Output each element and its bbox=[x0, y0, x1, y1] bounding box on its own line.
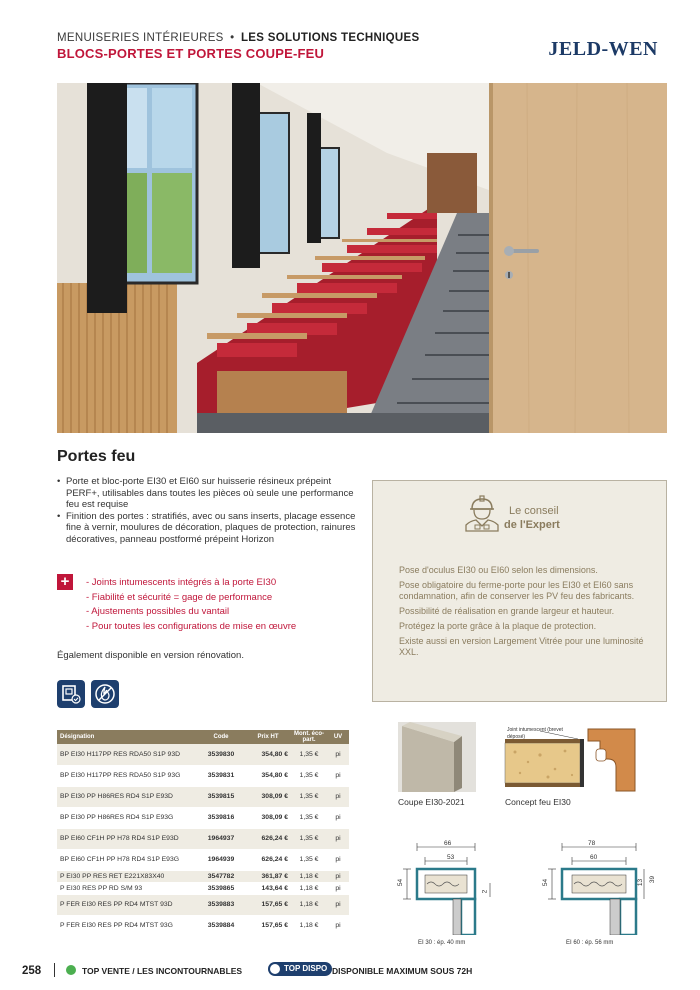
ei30-dim-mid: 53 bbox=[447, 854, 455, 861]
footer-divider bbox=[54, 963, 55, 977]
ei30-section-drawing bbox=[395, 835, 505, 935]
table-row bbox=[57, 915, 349, 936]
cell-designation: BP EI60 CF1H PP H78 RD4 S1P E93D bbox=[57, 828, 197, 849]
expert-paragraph: Pose obligatoire du ferme-porte pour les EI30 et EI60 sans condamnation, afin de conserver les PV feu des fabricants. bbox=[399, 580, 635, 601]
cell-price: 626,24 € bbox=[245, 828, 291, 849]
ei60-dim-top: 78 bbox=[588, 840, 596, 847]
ei60-dim-mid: 60 bbox=[590, 854, 598, 861]
header-section: LES SOLUTIONS TECHNIQUES bbox=[240, 32, 420, 44]
cell-uv: pi bbox=[327, 765, 349, 786]
expert-advice-box bbox=[372, 480, 667, 702]
cell-uv: pi bbox=[327, 744, 349, 765]
advantage-item: - Joints intumescents intégrés à la porte EI30 bbox=[86, 577, 277, 588]
coupe-ei30-diagram bbox=[398, 722, 476, 792]
table-row bbox=[57, 849, 349, 870]
cell-eco: 1,18 € bbox=[291, 882, 327, 894]
cell-code: 3539831 bbox=[197, 765, 245, 786]
ei60-caption: EI 60 : ép. 56 mm bbox=[566, 940, 614, 946]
product-photo bbox=[57, 83, 667, 433]
cell-eco: 1,18 € bbox=[291, 915, 327, 936]
cell-designation: BP EI30 PP H86RES RD4 S1P E93D bbox=[57, 786, 197, 807]
cell-price: 157,65 € bbox=[245, 894, 291, 915]
cell-eco: 1,35 € bbox=[291, 744, 327, 765]
cell-code: 3539816 bbox=[197, 807, 245, 828]
cell-price: 354,80 € bbox=[245, 744, 291, 765]
dispo-label: DISPONIBLE MAXIMUM SOUS 72H bbox=[332, 966, 473, 976]
ei60-dim-right2: 39 bbox=[649, 875, 657, 884]
ei30-dim-side: 54 bbox=[397, 878, 405, 887]
joint-label: Joint intumescent (brevet déposé) bbox=[507, 727, 563, 740]
expert-title-line2: de l'Expert bbox=[504, 519, 560, 531]
diagram-caption-coupe: Coupe EI30-2021 bbox=[398, 797, 465, 807]
col-code: Code bbox=[197, 730, 245, 744]
cell-code: 1964937 bbox=[197, 828, 245, 849]
col-eco: Mont. éco-part. bbox=[291, 730, 327, 744]
expert-worker-icon bbox=[462, 493, 502, 533]
cell-code: 1964939 bbox=[197, 849, 245, 870]
cell-code: 3539830 bbox=[197, 744, 245, 765]
cell-eco: 1,35 € bbox=[291, 828, 327, 849]
cell-uv: pi bbox=[327, 915, 349, 936]
cell-uv: pi bbox=[327, 870, 349, 882]
diagram-caption-concept: Concept feu EI30 bbox=[505, 797, 571, 807]
header-category: MENUISERIES INTÉRIEURES bbox=[57, 32, 224, 44]
col-uv: UV bbox=[327, 730, 349, 744]
expert-paragraph: Pose d'oculus EI30 ou EI60 selon les dimensions. bbox=[399, 565, 598, 575]
table-row bbox=[57, 828, 349, 849]
cell-designation: P EI30 RES PP RD S/M 93 bbox=[57, 882, 197, 894]
ei60-dim-side: 54 bbox=[542, 878, 550, 887]
page-number: 258 bbox=[22, 965, 42, 977]
cell-uv: pi bbox=[327, 786, 349, 807]
advantage-item: - Ajustements possibles du vantail bbox=[86, 606, 230, 618]
expert-title-line1: Le conseil bbox=[509, 505, 559, 517]
cell-designation: P FER EI30 RES PP RD4 MTST 93D bbox=[57, 894, 197, 915]
cell-eco: 1,18 € bbox=[291, 870, 327, 882]
cell-designation: BP EI30 H117PP RES RDA50 S1P 93G bbox=[57, 765, 197, 786]
cell-price: 308,09 € bbox=[245, 807, 291, 828]
cell-price: 157,65 € bbox=[245, 915, 291, 936]
cell-uv: pi bbox=[327, 882, 349, 894]
table-row bbox=[57, 870, 349, 882]
top-dispo-badge: TOP DISPO bbox=[268, 962, 332, 976]
brand-logo: JELD-WEN bbox=[548, 38, 658, 60]
door-frame-icon bbox=[57, 680, 85, 708]
cell-code: 3539815 bbox=[197, 786, 245, 807]
top-vente-label: TOP VENTE / LES INCONTOURNABLES bbox=[82, 966, 243, 976]
page-title: BLOCS-PORTES ET PORTES COUPE-FEU bbox=[57, 46, 325, 61]
top-vente-dot-icon bbox=[66, 965, 76, 975]
table-header-row bbox=[57, 730, 349, 744]
feature-item: • Finition des portes : stratifiés, avec ou sans inserts, placage essence fine à vernir, moulures de décoration, plaques de protection, rainures décoratives, panneau postformé prépeint Horizon bbox=[57, 511, 357, 546]
cell-eco: 1,35 € bbox=[291, 807, 327, 828]
cell-eco: 1,35 € bbox=[291, 786, 327, 807]
advantage-item: - Fiabilité et sécurité = gage de performance bbox=[86, 591, 273, 603]
product-table bbox=[57, 730, 349, 937]
cell-eco: 1,35 € bbox=[291, 849, 327, 870]
expert-paragraph: Existe aussi en version Largement Vitrée pour une luminosité XXL. bbox=[399, 636, 644, 657]
table-row bbox=[57, 807, 349, 828]
cell-designation: BP EI60 CF1H PP H78 RD4 S1P E93G bbox=[57, 849, 197, 870]
cell-code: 3539865 bbox=[197, 882, 245, 894]
expert-paragraph: Possibilité de réalisation en grande largeur et hauteur. bbox=[399, 606, 615, 616]
header-category-line bbox=[57, 32, 419, 44]
cell-designation: BP EI30 PP H86RES RD4 S1P E93G bbox=[57, 807, 197, 828]
cell-code: 3547782 bbox=[197, 870, 245, 882]
table-row bbox=[57, 894, 349, 915]
cell-eco: 1,35 € bbox=[291, 765, 327, 786]
advantages-list bbox=[86, 576, 296, 634]
cell-uv: pi bbox=[327, 849, 349, 870]
cell-designation: P FER EI30 RES PP RD4 MTST 93G bbox=[57, 915, 197, 936]
cell-price: 308,09 € bbox=[245, 786, 291, 807]
feature-item: • Porte et bloc-porte EI30 et EI60 sur huisserie résineux prépeint PERF+, utilisables dans toutes les pièces où seule une performance feu est requise bbox=[57, 476, 357, 511]
ei30-caption: EI 30 : ép. 40 mm bbox=[418, 940, 466, 946]
cell-uv: pi bbox=[327, 828, 349, 849]
col-designation: Désignation bbox=[57, 730, 197, 744]
fire-resistance-icon bbox=[91, 680, 119, 708]
ei30-dim-top: 66 bbox=[444, 840, 452, 847]
cell-designation: BP EI30 H117PP RES RDA50 S1P 93D bbox=[57, 744, 197, 765]
product-title: Portes feu bbox=[57, 448, 136, 465]
ei30-dim-right: 2 bbox=[481, 889, 489, 894]
cell-price: 361,87 € bbox=[245, 870, 291, 882]
table-row bbox=[57, 744, 349, 765]
plus-icon: + bbox=[57, 574, 73, 590]
header-separator: • bbox=[230, 32, 235, 44]
cell-code: 3539883 bbox=[197, 894, 245, 915]
cell-uv: pi bbox=[327, 807, 349, 828]
cell-uv: pi bbox=[327, 894, 349, 915]
cell-price: 354,80 € bbox=[245, 765, 291, 786]
advantage-item: - Pour toutes les configurations de mise en œuvre bbox=[86, 620, 297, 632]
table-row bbox=[57, 786, 349, 807]
feature-list bbox=[57, 476, 357, 545]
renovation-note: Également disponible en version rénovation. bbox=[57, 650, 244, 661]
ei60-dim-right1: 13 bbox=[637, 878, 645, 887]
col-price: Prix HT bbox=[245, 730, 291, 744]
cell-eco: 1,18 € bbox=[291, 894, 327, 915]
cell-designation: P EI30 PP RES RET E221X83X40 bbox=[57, 870, 197, 882]
lecture-hall-illustration bbox=[57, 83, 667, 433]
cell-price: 626,24 € bbox=[245, 849, 291, 870]
cell-price: 143,64 € bbox=[245, 882, 291, 894]
expert-paragraph: Protégez la porte grâce à la plaque de protection. bbox=[399, 621, 597, 631]
clock-icon bbox=[270, 964, 280, 974]
cell-code: 3539884 bbox=[197, 915, 245, 936]
expert-text bbox=[399, 565, 661, 662]
table-row bbox=[57, 765, 349, 786]
table-row bbox=[57, 882, 349, 894]
